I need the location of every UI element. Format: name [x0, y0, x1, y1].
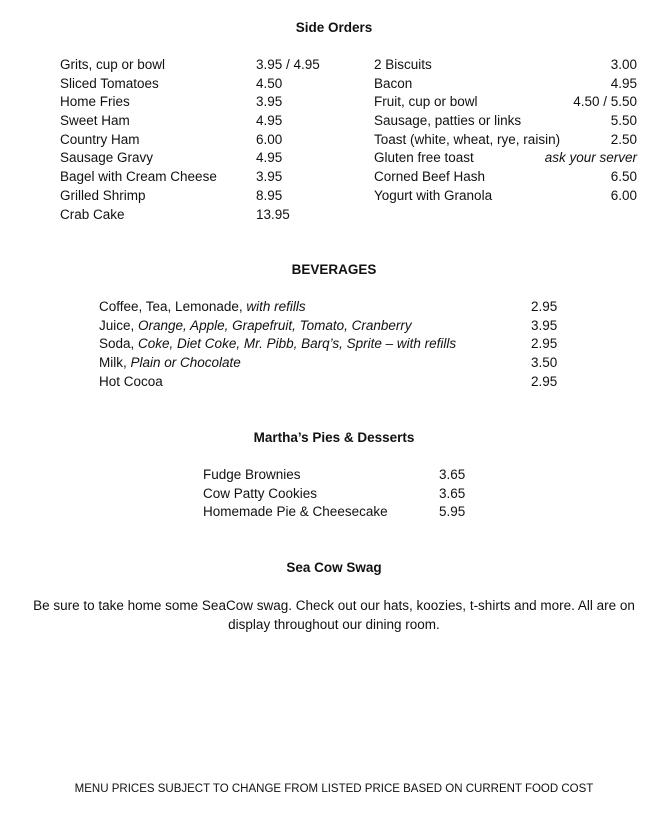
side-item-price: 3.95 [256, 169, 283, 185]
side-item-name: Country Ham [60, 131, 140, 147]
side-item-price: 5.50 [610, 113, 637, 129]
side-item-price: 6.00 [256, 131, 283, 147]
dessert-name: Fudge Brownies [203, 467, 301, 482]
beverage-price: 2.95 [531, 299, 558, 314]
side-orders-right-prices [545, 56, 637, 206]
side-item-name: Yogurt with Granola [374, 187, 493, 203]
side-item-name: Home Fries [60, 94, 130, 110]
beverage-item [99, 335, 456, 354]
beverages-prices [531, 298, 557, 391]
beverage-price: 2.95 [531, 336, 558, 352]
side-item-name: Grilled Shrimp [60, 187, 146, 203]
side-item-price: 4.95 [256, 113, 283, 129]
beverage-name: Hot Cocoa [99, 373, 163, 389]
side-item-name: Grits, cup or bowl [60, 57, 166, 72]
side-item-price: 3.00 [610, 57, 637, 72]
side-item-price: 4.50 / 5.50 [573, 94, 637, 110]
dessert-price: 5.95 [439, 504, 466, 520]
price-disclaimer: MENU PRICES SUBJECT TO CHANGE FROM LISTED PRICE BASED ON CURRENT FOOD COST [74, 783, 594, 795]
side-item-name: Fruit, cup or bowl [374, 94, 478, 110]
side-item-price: 3.95 [256, 94, 283, 110]
side-orders-right-names [374, 56, 560, 206]
side-item-name: Bagel with Cream Cheese [60, 169, 217, 185]
beverage-item [99, 373, 456, 392]
side-item-price: 4.95 [256, 150, 283, 166]
side-item-name: Bacon [374, 75, 413, 91]
beverage-name: Milk, [99, 355, 127, 371]
beverage-price: 2.95 [531, 373, 558, 389]
side-item-price: 13.95 [256, 206, 290, 222]
swag-description: Be sure to take home some SeaCow swag. Check out our hats, koozies, t-shirts and more. All are on display throughout our dining room. [33, 598, 635, 632]
beverage-detail: Plain or Chocolate [126, 355, 241, 371]
desserts-prices [439, 466, 465, 522]
beverage-name: Soda, [99, 336, 135, 352]
desserts-names [203, 466, 388, 522]
beverage-item [99, 317, 456, 336]
side-item-name: Toast (white, wheat, rye, raisin) [374, 131, 561, 147]
side-item-name: Corned Beef Hash [374, 169, 486, 185]
side-item-name: Sausage Gravy [60, 150, 154, 166]
side-orders-left-names [60, 56, 217, 224]
beverage-item [99, 298, 456, 317]
side-item-price: 2.50 [610, 131, 637, 147]
dessert-name: Cow Patty Cookies [203, 485, 318, 501]
side-item-price: 4.95 [610, 75, 637, 91]
beverage-price: 3.95 [531, 317, 558, 333]
dessert-price: 3.65 [439, 485, 466, 501]
side-orders-title: Side Orders [295, 20, 373, 35]
side-item-price: 8.95 [256, 187, 283, 203]
side-item-name: Sausage, patties or links [374, 113, 522, 129]
swag-title: Sea Cow Swag [286, 560, 382, 575]
beverage-detail: with refills [242, 299, 306, 314]
side-item-price: 3.95 / 4.95 [256, 57, 320, 72]
beverage-detail: Orange, Apple, Grapefruit, Tomato, Cranberry [134, 317, 412, 333]
side-item-price: 6.50 [610, 169, 637, 185]
dessert-name: Homemade Pie & Cheesecake [203, 504, 388, 520]
side-item-name: Gluten free toast [374, 150, 474, 166]
desserts-title: Martha’s Pies & Desserts [253, 430, 415, 445]
side-orders-left-prices [256, 56, 320, 224]
side-item-name: Sliced Tomatoes [60, 75, 159, 91]
side-item-price: ask your server [544, 150, 637, 166]
side-item-price: 4.50 [256, 75, 283, 91]
beverage-detail: Coke, Diet Coke, Mr. Pibb, Barq’s, Sprite – with refills [134, 336, 457, 352]
beverages-title: BEVERAGES [291, 262, 377, 277]
beverage-name: Juice, [99, 317, 135, 333]
side-item-name: 2 Biscuits [374, 57, 432, 72]
beverage-item [99, 354, 456, 373]
side-item-name: Crab Cake [60, 206, 125, 222]
beverages-names [99, 298, 456, 391]
side-item-name: Sweet Ham [60, 113, 130, 129]
beverage-price: 3.50 [531, 355, 558, 371]
dessert-price: 3.65 [439, 467, 466, 482]
beverage-name: Coffee, Tea, Lemonade, [99, 299, 243, 314]
side-item-price: 6.00 [610, 187, 637, 203]
